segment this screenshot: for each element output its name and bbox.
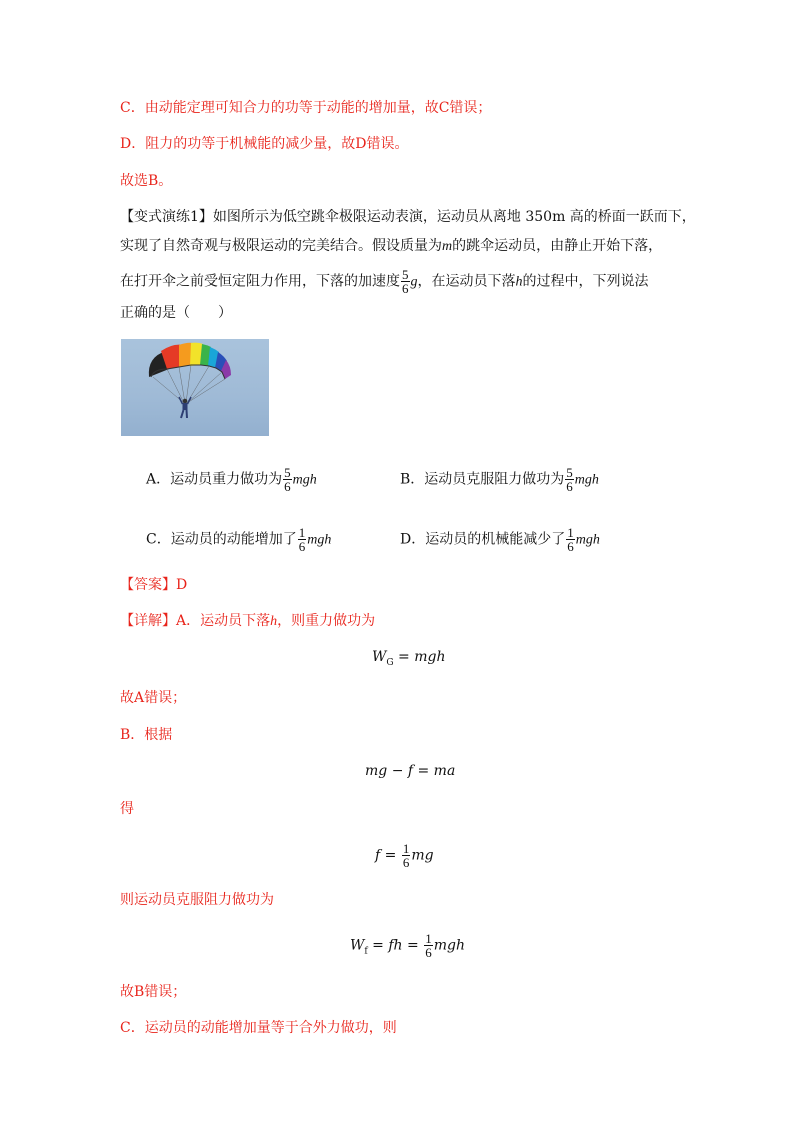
detail-line-a: 【详解】A．运动员下落h，则重力做功为 xyxy=(120,613,376,629)
question-line-2: 实现了自然奇观与极限运动的完美结合。假设质量为m的跳伞运动员，由静止开始下落， xyxy=(120,238,663,254)
question-line-3: 在打开伞之前受恒定阻力作用，下落的加速度 $\frac{5}{6}$ g，在运动员下落h的过程中，下列说法 xyxy=(120,267,649,296)
equation-resistance-force: f = $\frac{1}{6}$ mg xyxy=(375,841,434,870)
b-wrong-conclusion: 故B错误； xyxy=(120,984,187,1000)
option-c: C．运动员的动能增加了 $\frac{1}{6}$ mgh xyxy=(146,525,332,554)
answer-label: 【答案】D xyxy=(120,577,188,593)
equation-newton-second-law: mg − f = ma xyxy=(365,763,456,779)
parachute-photo xyxy=(121,339,269,436)
b-basis-label: B．根据 xyxy=(120,727,173,743)
option-d-previous-explanation: D．阻力的功等于机械能的减少量，故D错误。 xyxy=(120,136,409,152)
derive-label: 得 xyxy=(120,801,134,817)
equation-gravity-work: $W_G$ = mgh xyxy=(372,649,446,668)
previous-answer-conclusion: 故选B。 xyxy=(120,173,173,189)
option-b: B．运动员克服阻力做功为 $\frac{5}{6}$ mgh xyxy=(400,465,599,494)
equation-resistance-work: $W_f$ = fh = $\frac{1}{6}$ mgh xyxy=(350,931,465,960)
option-a: A．运动员重力做功为 $\frac{5}{6}$ mgh xyxy=(146,465,317,494)
c-kinetic-energy-line: C．运动员的动能增加量等于合外力做功，则 xyxy=(120,1020,397,1036)
option-c-previous-explanation: C．由动能定理可知合力的功等于动能的增加量，故C错误； xyxy=(120,100,492,116)
a-wrong-conclusion: 故A错误； xyxy=(120,690,187,706)
resistance-work-label: 则运动员克服阻力做功为 xyxy=(120,892,274,908)
option-d: D．运动员的机械能减少了 $\frac{1}{6}$ mgh xyxy=(400,525,600,554)
question-line-1: 【变式演练1】如图所示为低空跳伞极限运动表演，运动员从离地 350m 高的桥面一跃而下， xyxy=(120,209,696,225)
parachute-illustration xyxy=(121,339,269,436)
question-line-4: 正确的是（ ） xyxy=(120,305,232,321)
fraction-five-sixths: $\frac{5}{6}$ xyxy=(402,267,409,296)
